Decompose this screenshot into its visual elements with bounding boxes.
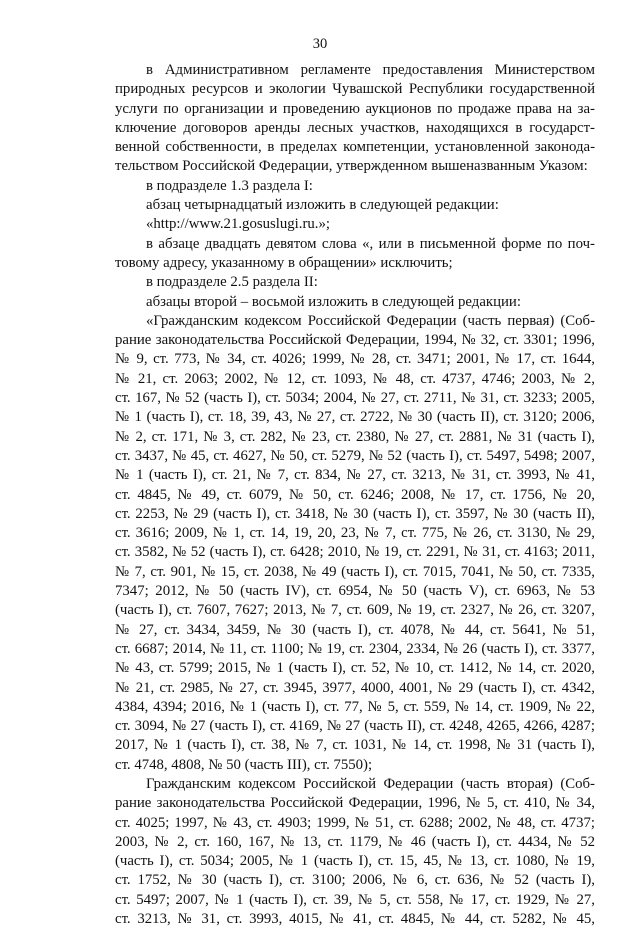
text-line: № 1 (часть I), ст. 18, 39, 43, № 27, ст. 2722, № 30 (часть II), ст. 3120; 2006, [115, 409, 595, 426]
text-line: природных ресурсов и экологии Чувашской Республики государственной [115, 81, 595, 98]
text-line: № 21, ст. 2063; 2002, № 12, ст. 1093, № 48, ст. 4737, 4746; 2003, № 2, [115, 370, 595, 387]
text-line: рание законодательства Российской Федерации, 1994, № 32, ст. 3301; 1996, [115, 332, 595, 349]
text-line: услуги по организации и проведению аукционов по продаже права на за- [115, 100, 595, 117]
text-line: ст. 3094, № 27 (часть I), ст. 4169, № 27 (часть II), ст. 4248, 4265, 4266, 4287; [115, 718, 595, 735]
text-line: ст. 6687; 2014, № 11, ст. 1100; № 19, ст. 2304, 2334, № 26 (часть I), ст. 3377, [115, 640, 595, 657]
text-line: (часть I), ст. 7607, 7627; 2013, № 7, ст. 609, № 19, ст. 2327, № 26, ст. 3207, [115, 602, 595, 619]
document-body [115, 61, 595, 929]
text-line: № 21, ст. 2985, № 27, ст. 3945, 3977, 4000, 4001, № 29 (часть I), ст. 4342, [115, 679, 595, 696]
text-line: № 27, ст. 3434, 3459, № 30 (часть I), ст. 4078, № 44, ст. 5641, № 51, [115, 621, 595, 638]
text-line: (часть I), ст. 5034; 2005, № 1 (часть I), ст. 15, 45, № 13, ст. 1080, № 19, [115, 853, 595, 870]
text-line: ст. 3437, № 45, ст. 4627, № 50, ст. 5279, № 52 (часть I), ст. 5497, 5498; 2007, [115, 447, 595, 464]
text-line: рание законодательства Российской Федерации, 1996, № 5, ст. 410, № 34, [115, 795, 595, 812]
text-line: тельством Российской Федерации, утвержденном вышеназванным Указом: [115, 158, 588, 175]
text-line: Гражданским кодексом Российской Федерации (часть вторая) (Соб- [146, 775, 595, 792]
text-line: товому адресу, указанному в обращении» исключить; [115, 254, 453, 271]
text-line: 7347; 2012, № 50 (часть IV), ст. 6954, № 50 (часть V), ст. 6963, № 53 [115, 583, 595, 600]
text-line: 4384, 4394; 2016, № 1 (часть I), ст. 77, № 5, ст. 559, № 14, ст. 1909, № 22, [115, 698, 595, 715]
text-line: № 43, ст. 5799; 2015, № 1 (часть I), ст. 52, № 10, ст. 1412, № 14, ст. 2020, [115, 660, 595, 677]
text-line: в Административном регламенте предоставления Министерством [146, 62, 595, 78]
text-line: ст. 1752, № 30 (часть I), ст. 3100; 2006, № 6, ст. 636, № 52 (часть I), [115, 872, 595, 889]
text-line: «Гражданским кодексом Российской Федерации (часть первая) (Соб- [146, 312, 595, 329]
text-line: № 2, ст. 171, № 3, ст. 282, № 23, ст. 2380, № 27, ст. 2881, № 31 (часть I), [115, 428, 595, 445]
text-line: № 7, ст. 901, № 15, ст. 2038, № 49 (часть I), ст. 7015, 7041, № 50, ст. 7335, [115, 563, 595, 580]
text-line: ст. 4845, № 49, ст. 6079, № 50, ст. 6246; 2008, № 17, ст. 1756, № 20, [115, 486, 595, 503]
text-line: № 9, ст. 773, № 34, ст. 4026; 1999, № 28, ст. 3471; 2001, № 17, ст. 1644, [115, 351, 595, 368]
text-line: ст. 5497; 2007, № 1 (часть I), ст. 39, № 5, ст. 558, № 17, ст. 1929, № 27, [115, 891, 595, 908]
text-line: ст. 3616; 2009, № 1, ст. 14, 19, 20, 23, № 7, ст. 775, № 26, ст. 3130, № 29, [115, 525, 595, 542]
text-line: венной собственности, в пределах компетенции, установленной законода- [115, 139, 595, 156]
text-line: ст. 3213, № 31, ст. 3993, 4015, № 41, ст. 4845, № 44, ст. 5282, № 45, [115, 911, 595, 928]
text-line: ст. 3582, № 52 (часть I), ст. 6428; 2010, № 19, ст. 2291, № 31, ст. 4163; 2011, [115, 544, 595, 561]
text-line: 2003, № 2, ст. 160, 167, № 13, ст. 1179, № 46 (часть I), ст. 4434, № 52 [115, 833, 595, 850]
text-line: в абзаце двадцать девятом слова «, или в письменной форме по поч- [146, 235, 595, 252]
text-line: 2017, № 1 (часть I), ст. 38, № 7, ст. 1031, № 14, ст. 1998, № 31 (часть I), [115, 737, 595, 754]
text-line: «http://www.21.gosuslugi.ru.»; [146, 216, 331, 233]
text-line: ст. 4025; 1997, № 43, ст. 4903; 1999, № 51, ст. 6288; 2002, № 48, ст. 4737; [115, 814, 595, 831]
text-line: ключение договоров аренды лесных участков, находящихся в государст- [115, 119, 595, 136]
text-line: в подразделе 2.5 раздела II: [146, 274, 318, 291]
page-number: 30 [312, 36, 328, 52]
text-line: ст. 2253, № 29 (часть I), ст. 3418, № 30 (часть I), ст. 3597, № 30 (часть II), [115, 505, 595, 522]
text-line: в подразделе 1.3 раздела I: [146, 177, 313, 194]
text-line: абзацы второй – восьмой изложить в следующей редакции: [146, 293, 521, 310]
text-line: № 1 (часть I), ст. 21, № 7, ст. 834, № 27, ст. 3213, № 31, ст. 3993, № 41, [115, 467, 595, 484]
text-line: ст. 4748, 4808, № 50 (часть III), ст. 7550); [115, 756, 373, 773]
text-line: абзац четырнадцатый изложить в следующей редакции: [146, 197, 499, 214]
text-line: ст. 167, № 52 (часть I), ст. 5034; 2004, № 27, ст. 2711, № 31, ст. 3233; 2005, [115, 390, 595, 407]
